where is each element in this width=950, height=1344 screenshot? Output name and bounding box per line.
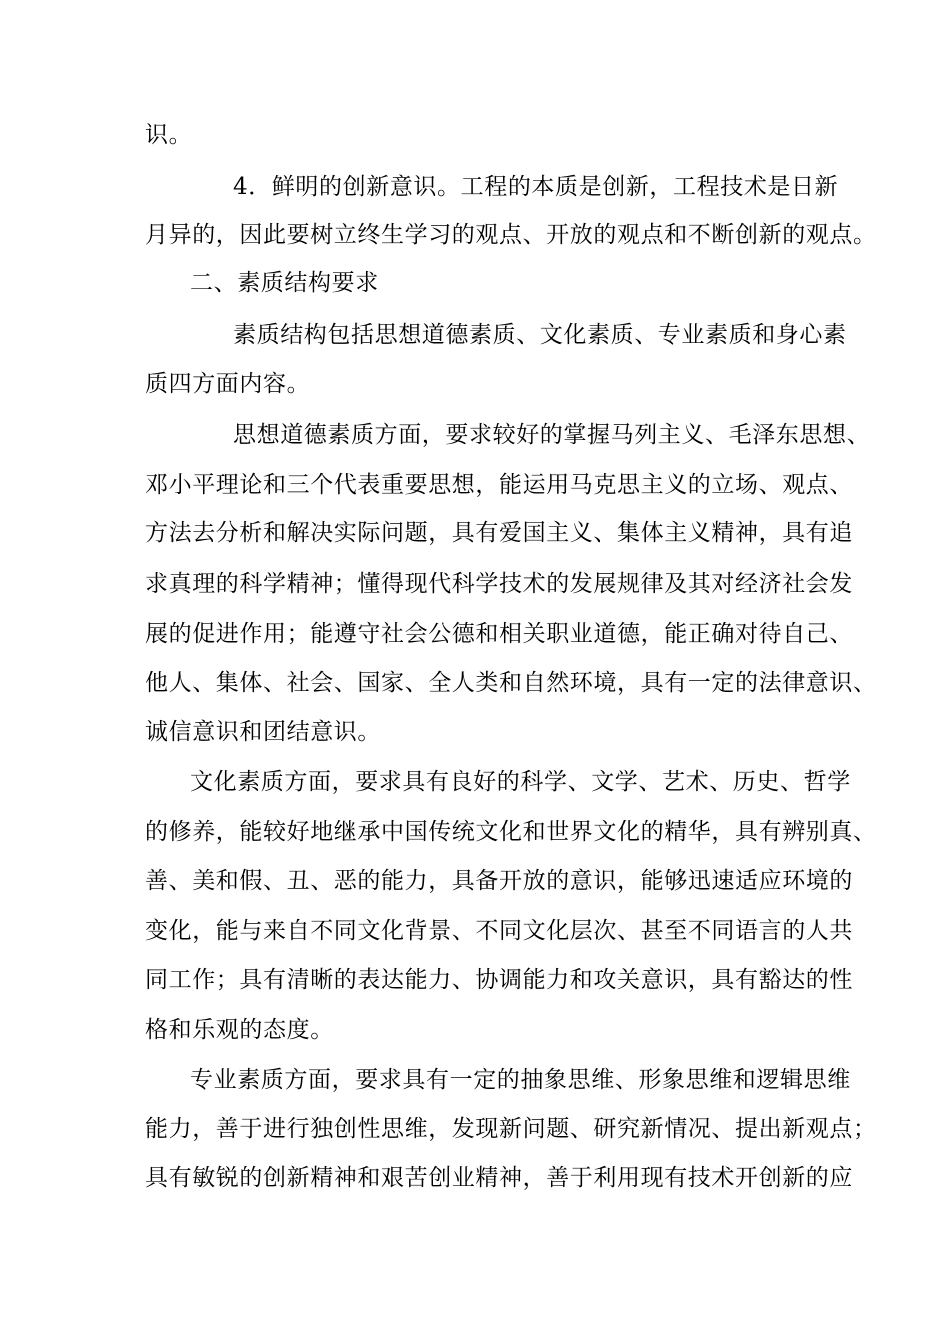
text-line: 能力，善于进行独创性思维，发现新问题、研究新情况、提出新观点；: [145, 1116, 877, 1142]
text-line: 格和乐观的态度。: [145, 1017, 334, 1043]
text-line: 质四方面内容。: [145, 371, 311, 397]
text-line: 同工作；具有清晰的表达能力、协调能力和攻关意识，具有豁达的性: [145, 967, 853, 993]
text-line: 4．鲜明的创新意识。工程的本质是创新，工程技术是日新: [233, 174, 839, 200]
section-heading: 二、素质结构要求: [190, 270, 379, 296]
text-line: 素质结构包括思想道德素质、文化素质、专业素质和身心素: [233, 322, 847, 348]
text-line: 诚信意识和团结意识。: [145, 719, 381, 745]
text-line: 方法去分析和解决实际问题，具有爱国主义、集体主义精神，具有追: [145, 520, 853, 546]
text-line: 邓小平理论和三个代表重要思想，能运用马克思主义的立场、观点、: [145, 472, 853, 498]
text-line: 展的促进作用；能遵守社会公德和相关职业道德，能正确对待自己、: [145, 621, 853, 647]
text-line: 思想道德素质方面，要求较好的掌握马列主义、毛泽东思想、: [233, 422, 871, 448]
text-line: 文化素质方面，要求具有良好的科学、文学、艺术、历史、哲学: [190, 769, 851, 795]
text-line: 的修养，能较好地继承中国传统文化和世界文化的精华，具有辨别真、: [145, 819, 877, 845]
text-line: 他人、集体、社会、国家、全人类和自然环境，具有一定的法律意识、: [145, 670, 877, 696]
text-line: 识。: [145, 122, 193, 148]
text-line: 专业素质方面，要求具有一定的抽象思维、形象思维和逻辑思维: [190, 1067, 851, 1093]
text-line: 求真理的科学精神；懂得现代科学技术的发展规律及其对经济社会发: [145, 571, 853, 597]
text-line: 变化，能与来自不同文化背景、不同文化层次、甚至不同语言的人共: [145, 918, 853, 944]
text-line: 具有敏锐的创新精神和艰苦创业精神，善于利用现有技术开创新的应: [145, 1165, 853, 1191]
text-line: 月异的，因此要树立终生学习的观点、开放的观点和不断创新的观点。: [145, 222, 877, 248]
text-line: 善、美和假、丑、恶的能力，具备开放的意识，能够迅速适应环境的: [145, 868, 853, 894]
